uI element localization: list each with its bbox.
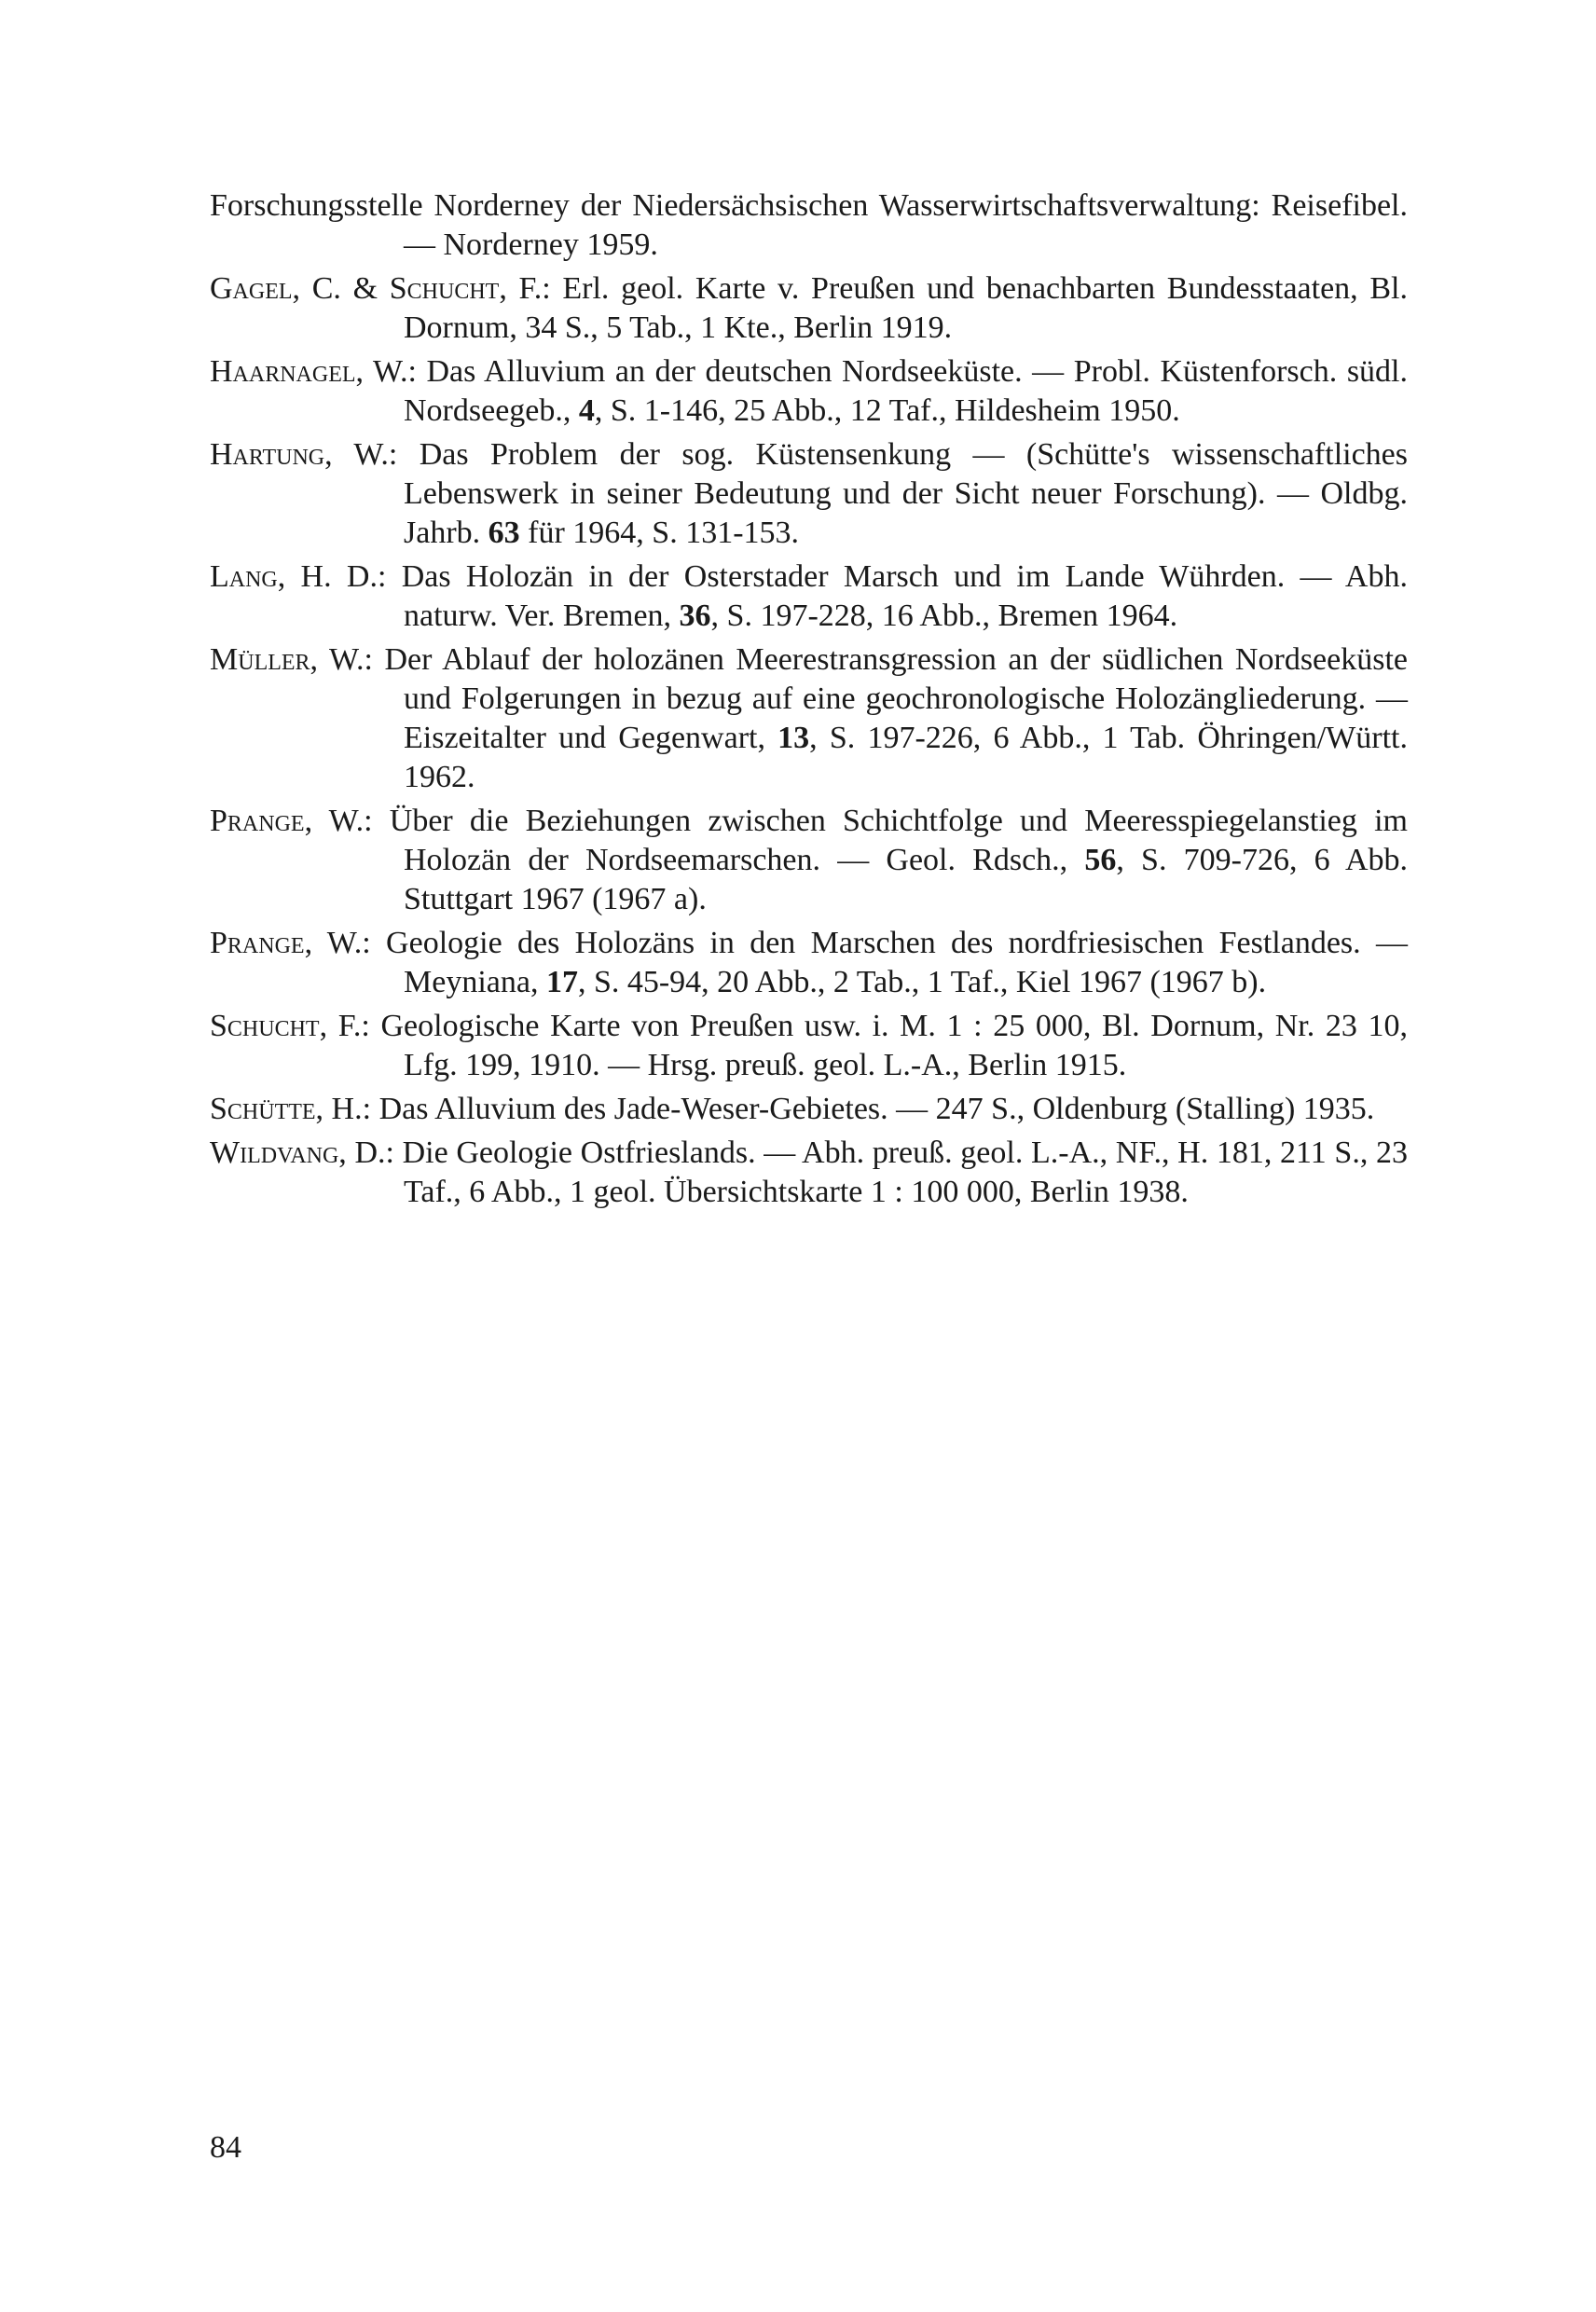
reference-entry bbox=[210, 802, 1408, 919]
reference-volume: 56 bbox=[1084, 843, 1117, 877]
reference-text: : Das Problem der sog. Küstensenkung — (Schütte's wissenschaftliches Lebenswerk in seiner Bedeutung und der Sicht neuer Forschung). — Oldbg. Jahrb. bbox=[388, 437, 1409, 550]
reference-entry bbox=[210, 924, 1408, 1002]
reference-author: Prange, W. bbox=[210, 804, 365, 838]
reference-entry bbox=[210, 269, 1408, 348]
reference-author: Müller, W. bbox=[210, 642, 365, 677]
reference-entry bbox=[210, 186, 1408, 265]
reference-author: Hartung, W. bbox=[210, 437, 389, 472]
reference-entry bbox=[210, 557, 1408, 636]
reference-text: : Die Geologie Ostfrieslands. — Abh. preuß. geol. L.-A., NF., H. 181, 211 S., 23 Taf., 6 Abb., 1 geol. Übersichtskarte 1 : 100 000, Berlin 1938. bbox=[385, 1135, 1408, 1209]
reference-entry bbox=[210, 352, 1408, 431]
reference-author: Prange, W. bbox=[210, 926, 363, 960]
reference-entry bbox=[210, 1007, 1408, 1085]
reference-text: : Das Alluvium des Jade-Weser-Gebietes. — 247 S., Oldenburg (Stalling) 1935. bbox=[362, 1092, 1375, 1126]
reference-text: : Erl. geol. Karte v. Preußen und benachbarten Bundesstaaten, Bl. Dornum, 34 S., 5 Tab., 1 Kte., Berlin 1919. bbox=[404, 271, 1408, 345]
reference-author: Schucht, F. bbox=[210, 1009, 362, 1043]
reference-text-continued: , S. 197-226, 6 Abb., 1 Tab. Öhringen/Württ. 1962. bbox=[404, 721, 1408, 794]
reference-volume: 17 bbox=[545, 965, 578, 999]
reference-entry bbox=[210, 640, 1408, 797]
reference-text-continued: für 1964, S. 131-153. bbox=[519, 516, 800, 550]
page-number: 84 bbox=[210, 2130, 241, 2165]
reference-text: : Über die Beziehungen zwischen Schichtfolge und Meeresspiegelanstieg im Holozän der Nordseemarschen. — Geol. Rdsch., bbox=[364, 804, 1408, 877]
reference-entry bbox=[210, 1134, 1408, 1212]
reference-text-continued: , S. 45-94, 20 Abb., 2 Tab., 1 Taf., Kiel 1967 (1967 b). bbox=[577, 965, 1267, 999]
reference-author: Haarnagel, W. bbox=[210, 354, 408, 389]
reference-text-continued: , S. 197-228, 16 Abb., Bremen 1964. bbox=[710, 599, 1178, 633]
reference-volume: 63 bbox=[488, 516, 520, 550]
reference-author: Wildvang, D. bbox=[210, 1135, 386, 1170]
reference-author: Schütte, H. bbox=[210, 1092, 363, 1126]
reference-volume: 4 bbox=[578, 393, 595, 428]
reference-text: : Das Alluvium an der deutschen Nordseeküste. — Probl. Küstenforsch. südl. Nordseegeb., bbox=[404, 354, 1408, 428]
reference-volume: 13 bbox=[777, 721, 810, 755]
reference-entry bbox=[210, 1090, 1408, 1129]
reference-entry bbox=[210, 435, 1408, 553]
reference-text: : Das Holozän in der Osterstader Marsch und im Lande Wührden. — Abh. naturw. Ver. Bremen, bbox=[377, 559, 1408, 633]
reference-list bbox=[210, 186, 1408, 1217]
reference-author: Gagel, C. & Schucht, F. bbox=[210, 271, 543, 306]
reference-text-continued: , S. 1-146, 25 Abb., 12 Taf., Hildesheim 1950. bbox=[594, 393, 1180, 428]
reference-text: : Der Ablauf der holozänen Meerestransgression an der südlichen Nordseeküste und Folgerungen in bezug auf eine geochronologische Holozängliederung. — Eiszeitalter und Gegenwart, bbox=[364, 642, 1408, 755]
reference-volume: 36 bbox=[679, 599, 711, 633]
reference-text-continued: , S. 709-726, 6 Abb. Stuttgart 1967 (1967 a). bbox=[404, 843, 1408, 916]
reference-text: : Geologie des Holozäns in den Marschen des nordfriesischen Festlandes. — Meyniana, bbox=[362, 926, 1408, 999]
reference-author: Lang, H. D. bbox=[210, 559, 378, 594]
reference-text: : Geologische Karte von Preußen usw. i. M. 1 : 25 000, Bl. Dornum, Nr. 23 10, Lfg. 199, 1910. — Hrsg. preuß. geol. L.-A., Berlin 1915. bbox=[361, 1009, 1408, 1082]
reference-text: Forschungsstelle Norderney der Niedersächsischen Wasserwirtschaftsverwaltung: Reisefibel. — Norderney 1959. bbox=[210, 188, 1408, 262]
